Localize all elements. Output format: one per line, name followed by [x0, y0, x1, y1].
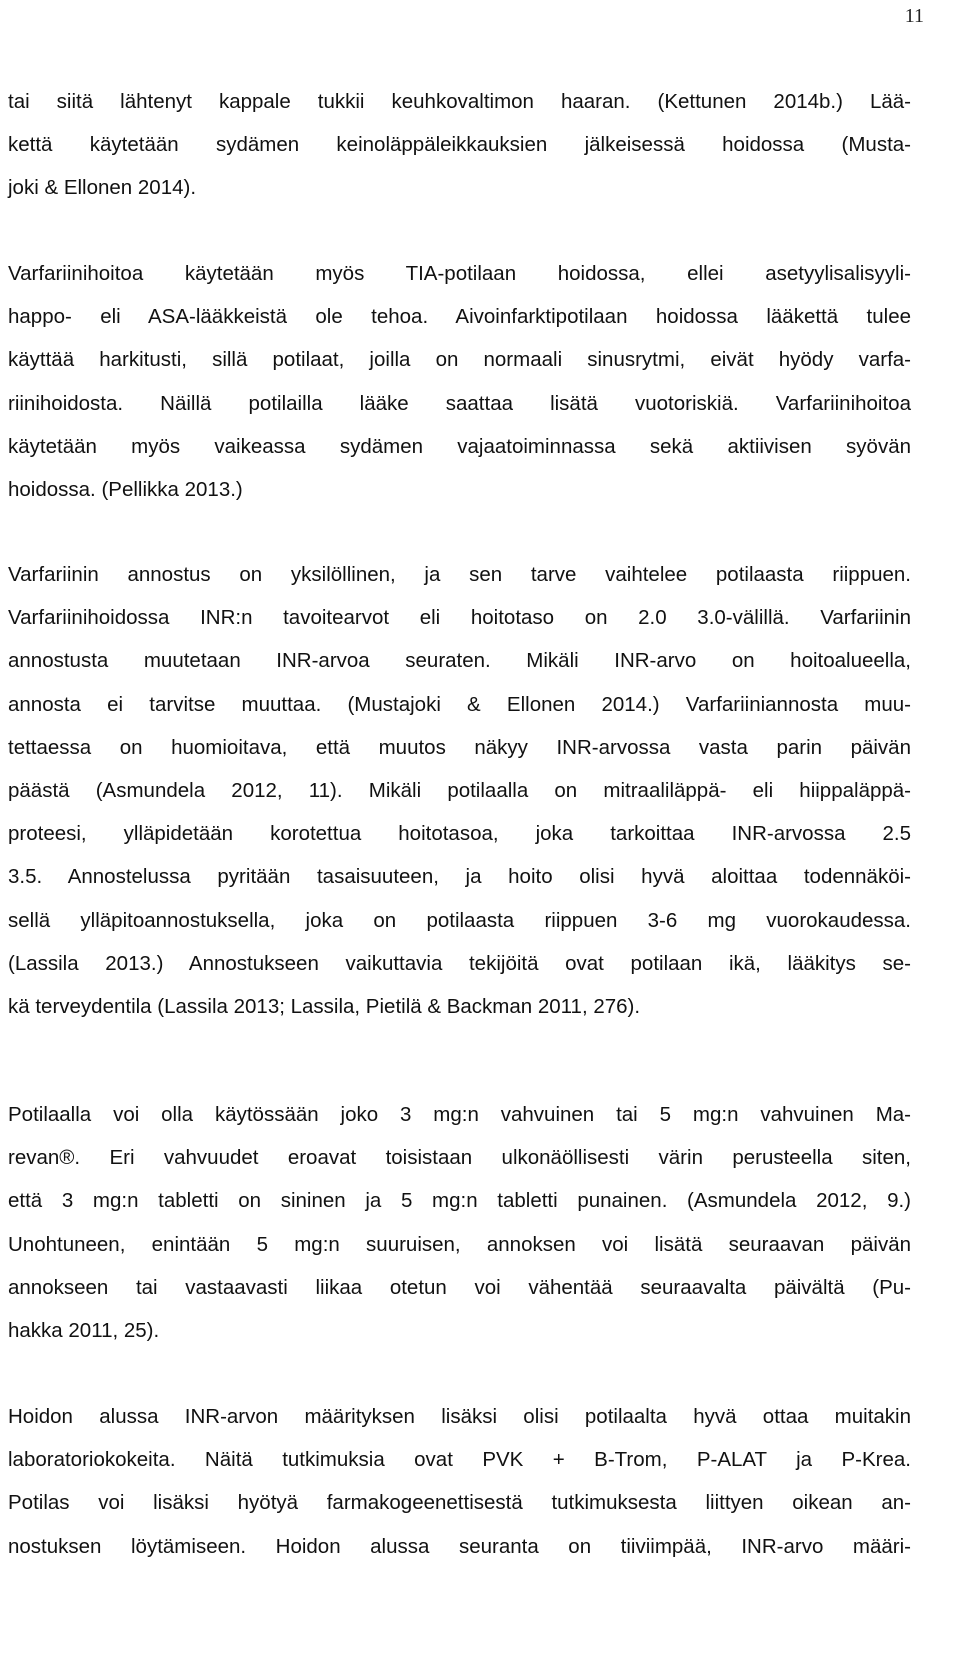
text-line: proteesi, ylläpidetään korotettua hoitotasoa, joka tarkoittaa INR-arvossa 2.5	[8, 822, 911, 846]
text-line: hoidossa. (Pellikka 2013.)	[8, 477, 243, 501]
paragraph-2	[8, 252, 911, 511]
text-line: laboratoriokokeita. Näitä tutkimuksia ovat PVK + B-Trom, P-ALAT ja P-Krea.	[8, 1448, 911, 1472]
text-line: nostuksen löytämiseen. Hoidon alussa seuranta on tiiviimpää, INR-arvo määri-	[8, 1534, 911, 1558]
text-line: päästä (Asmundela 2012, 11). Mikäli potilaalla on mitraaliläppä- eli hiippaläppä-	[8, 778, 911, 802]
paragraph-3	[8, 553, 911, 1028]
text-line: Unohtuneen, enintään 5 mg:n suuruisen, annoksen voi lisätä seuraavan päivän	[8, 1232, 911, 1256]
text-line: Potilas voi lisäksi hyötyä farmakogeenettisestä tutkimuksesta liittyen oikean an-	[8, 1491, 911, 1515]
paragraph-1	[8, 80, 911, 210]
text-line: annokseen tai vastaavasti liikaa otetun voi vähentää seuraavalta päivältä (Pu-	[8, 1275, 911, 1299]
paragraph-5	[8, 1395, 911, 1568]
text-line: tai siitä lähtenyt kappale tukkii keuhkovaltimon haaran. (Kettunen 2014b.) Lää-	[8, 90, 911, 113]
page-number: 11	[904, 5, 924, 27]
text-line: riinihoidosta. Näillä potilailla lääke saattaa lisätä vuotoriskiä. Varfariinihoitoa	[8, 391, 911, 415]
text-line: kettä käytetään sydämen keinoläppäleikkauksien jälkeisessä hoidossa (Musta-	[8, 133, 911, 157]
text-line: 3.5. Annostelussa pyritään tasaisuuteen, ja hoito olisi hyvä aloittaa todennäköi-	[8, 865, 911, 889]
text-line: Potilaalla voi olla käytössään joko 3 mg:n vahvuinen tai 5 mg:n vahvuinen Ma-	[8, 1103, 911, 1126]
text-line: (Lassila 2013.) Annostukseen vaikuttavia tekijöitä ovat potilaan ikä, lääkitys se-	[8, 951, 911, 975]
text-line: happo- eli ASA-lääkkeistä ole tehoa. Aivoinfarktipotilaan hoidossa lääkettä tulee	[8, 305, 911, 329]
text-line: Varfariinihoidossa INR:n tavoitearvot eli hoitotaso on 2.0 3.0-välillä. Varfariinin	[8, 606, 911, 630]
text-line: Varfariinihoitoa käytetään myös TIA-potilaan hoidossa, ellei asetyylisalisyyli-	[8, 262, 911, 285]
text-line: annosta ei tarvitse muuttaa. (Mustajoki & Ellonen 2014.) Varfariiniannosta muu-	[8, 692, 911, 716]
text-line: annostusta muutetaan INR-arvoa seuraten. Mikäli INR-arvo on hoitoalueella,	[8, 649, 911, 673]
text-line: Varfariinin annostus on yksilöllinen, ja sen tarve vaihtelee potilaasta riippuen.	[8, 563, 911, 586]
text-line: sellä ylläpitoannostuksella, joka on potilaasta riippuen 3-6 mg vuorokaudessa.	[8, 908, 911, 932]
text-line: revan®. Eri vahvuudet eroavat toisistaan ulkonäöllisesti värin perusteella siten,	[8, 1146, 911, 1170]
text-line: kä terveydentila (Lassila 2013; Lassila, Pietilä & Backman 2011, 276).	[8, 994, 641, 1018]
text-line: että 3 mg:n tabletti on sininen ja 5 mg:n tabletti punainen. (Asmundela 2012, 9.)	[8, 1189, 911, 1213]
text-line: tettaessa on huomioitava, että muutos näkyy INR-arvossa vasta parin päivän	[8, 735, 911, 759]
paragraph-4	[8, 1093, 911, 1352]
text-line: käyttää harkitusti, sillä potilaat, joilla on normaali sinusrytmi, eivät hyödy varfa-	[8, 348, 911, 372]
text-line: käytetään myös vaikeassa sydämen vajaatoiminnassa sekä aktiivisen syövän	[8, 434, 911, 458]
text-line: hakka 2011, 25).	[8, 1318, 160, 1342]
text-line: Hoidon alussa INR-arvon määrityksen lisäksi olisi potilaalta hyvä ottaa muitakin	[8, 1405, 911, 1428]
text-line: joki & Ellonen 2014).	[8, 176, 197, 200]
